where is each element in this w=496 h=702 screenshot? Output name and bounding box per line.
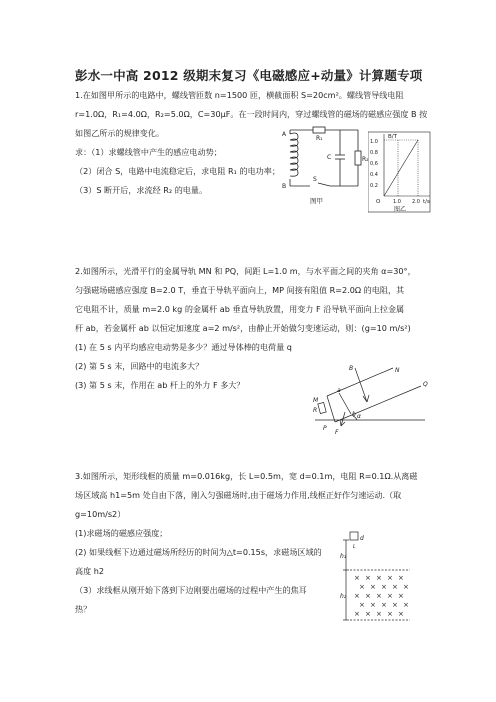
field-cross-mark: ×: [359, 601, 365, 609]
f-label: F: [335, 429, 339, 436]
field-cross-mark: ×: [376, 610, 382, 618]
q1-line: r=1.0Ω，R₁=4.0Ω，R₂=5.0Ω，C=30μF。在一段时间内，穿过螺线管的磁场的磁感应强度 B 按: [75, 109, 428, 119]
l-label: L: [353, 544, 356, 550]
r2-label: R₂: [362, 156, 369, 163]
field-cross-mark: ×: [354, 574, 360, 582]
field-cross-mark: ×: [376, 574, 382, 582]
q1-line: 求：（1）求螺线管中产生的感应电动势；: [75, 147, 222, 157]
y-tick: 0.6: [370, 161, 378, 167]
field-cross-mark: ×: [365, 610, 371, 618]
field-cross-mark: ×: [403, 583, 409, 591]
q3-line: (1)求磁场的磁感应强度；: [75, 528, 168, 538]
q2-line: 匀强磁场磁感应强度 B=2.0 T，垂直于导轨平面向上，MP 间接有阻值 R=2.0Ω 的电阻，其: [75, 285, 405, 295]
x-tick: 1.0: [393, 199, 401, 205]
field-cross-mark: ×: [387, 592, 393, 600]
c-label: C: [327, 154, 332, 161]
field-cross-mark: ×: [387, 574, 393, 582]
field-cross-mark: ×: [376, 592, 382, 600]
h2-label: h₂: [340, 593, 347, 600]
field-cross-mark: ×: [370, 601, 376, 609]
q3-line: (2) 如果线框下边通过磁场所经历的时间为△t=0.15s，求磁场区域的: [75, 547, 322, 557]
field-cross-mark: ×: [365, 592, 371, 600]
figure-q2-rails: [305, 362, 435, 438]
q2-line: (1) 在 5 s 内平均感应电动势是多少？通过导体棒的电荷量 q: [75, 342, 292, 352]
field-cross-mark: ×: [370, 583, 376, 591]
field-cross-mark: ×: [403, 601, 409, 609]
b-field-label: B: [349, 365, 354, 372]
q2-line: (2) 第 5 s 末，回路中的电流多大？: [75, 361, 204, 371]
q3-line: 热？: [75, 604, 92, 614]
b-end-label: b: [352, 411, 356, 418]
q1-line: 如图乙所示的规律变化。: [75, 128, 165, 138]
q3-line: 场区域高 h1=5m 处自由下落，刚入匀强磁场时,由于磁场力作用,线框正好作匀速运动.（取: [75, 490, 402, 500]
r-label: R: [313, 407, 318, 414]
q1-line: （3）S 断开后，求流经 R₂ 的电量。: [75, 185, 208, 195]
alpha-label: α: [357, 413, 361, 420]
q1-line: 1.在如图甲所示的电路中，螺线管匝数 n=1500 匝，横截面积 S=20cm²。螺线管导线电阻: [75, 90, 404, 100]
field-cross-mark: ×: [381, 583, 387, 591]
q3-line: （3）求线框从刚开始下落到下边刚要出磁场的过程中产生的焦耳: [75, 585, 307, 595]
q2-line: 它电阻不计，质量 m=2.0 kg 的金属杆 ab 垂直导轨放置，用变力 F 沿导轨平面向上拉金属: [75, 304, 405, 314]
q2-line: 杆 ab，若金属杆 ab 以恒定加速度 a=2 m/s²，由静止开始做匀变速运动，则：(g=10 m/s²): [75, 323, 411, 333]
field-cross-mark: ×: [354, 592, 360, 600]
r1-label: R₁: [316, 135, 323, 142]
x-axis-label: t/s: [423, 199, 430, 205]
origin-label: O: [376, 199, 381, 205]
field-cross-mark: ×: [392, 601, 398, 609]
s-label: S: [313, 176, 317, 183]
b-label: B: [282, 183, 287, 190]
figure-jia-caption: 图甲: [310, 197, 323, 205]
q2-line: (3) 第 5 s 末，作用在 ab 杆上的外力 F 多大？: [75, 380, 245, 390]
y-axis-label: B/T: [388, 134, 397, 140]
magnetic-field-crosses: [354, 574, 409, 618]
y-tick: 0.2: [370, 183, 378, 189]
field-cross-mark: ×: [398, 610, 404, 618]
figure-q3-field: [340, 530, 412, 626]
field-cross-mark: ×: [354, 610, 360, 618]
field-cross-mark: ×: [365, 574, 371, 582]
x-tick: 2.0: [412, 199, 420, 205]
field-cross-mark: ×: [387, 610, 393, 618]
field-cross-mark: ×: [381, 601, 387, 609]
a-end-label: a: [337, 387, 341, 394]
figure-yi-caption: 图乙: [394, 206, 407, 213]
p-label: P: [323, 425, 327, 432]
m-label: M: [313, 397, 319, 404]
q3-line: g=10m/s2）: [75, 509, 126, 519]
figure-yi-graph: [368, 126, 440, 214]
q3-line: 高度 h2: [75, 566, 105, 576]
h1-label: h₁: [340, 553, 347, 560]
field-cross-mark: ×: [398, 574, 404, 582]
field-cross-mark: ×: [359, 583, 365, 591]
field-cross-mark: ×: [392, 583, 398, 591]
field-cross-mark: ×: [398, 592, 404, 600]
n-label: N: [395, 367, 400, 374]
page-title: 彭水一中高 2012 级期末复习《电磁感应+动量》计算题专项: [75, 68, 423, 83]
figure-jia-circuit: [280, 126, 370, 206]
a-label: A: [282, 131, 287, 138]
y-tick: 0.4: [370, 172, 378, 178]
q2-line: 2.如图所示，光滑平行的金属导轨 MN 和 PQ，间距 L=1.0 m，与水平面之间的夹角 α=30°，: [75, 266, 416, 276]
d-label: d: [360, 535, 364, 542]
q3-line: 3.如图所示，矩形线框的质量 m=0.016kg，长 L=0.5m，宽 d=0.1m，电阻 R=0.1Ω.从离磁: [75, 471, 418, 481]
y-tick: 0.8: [370, 150, 378, 156]
y-tick: 1.0: [370, 139, 378, 145]
q-label: Q: [423, 381, 428, 388]
q1-line: （2）闭合 S，电路中电流稳定后，求电阻 R₁ 的电功率；: [75, 166, 280, 176]
